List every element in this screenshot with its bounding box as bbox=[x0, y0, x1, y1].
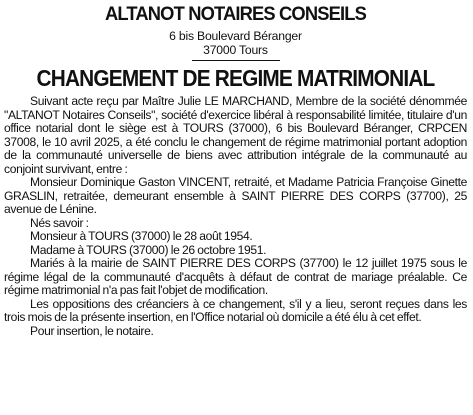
notice-paragraph-oppositions: Les oppositions des créanciers à ce changement, s'il y a lieu, seront reçues dans les trois mois de la présente insertion, en l'Office notarial où domicile a été élu à cet effet. bbox=[4, 296, 467, 324]
notice-title: CHANGEMENT DE REGIME MATRIMONIAL bbox=[36, 65, 435, 91]
firm-address-city: 37000 Tours bbox=[203, 43, 268, 57]
notice-paragraph-wife-birth: Madame à TOURS (37000) le 26 octobre 1951. bbox=[30, 242, 267, 257]
notary-firm-name: ALTANOT NOTAIRES CONSEILS bbox=[105, 3, 366, 25]
notice-paragraph-born: Nés savoir : bbox=[30, 215, 89, 230]
notice-paragraph-husband-birth: Monsieur à TOURS (37000) le 28 août 1954. bbox=[30, 229, 253, 243]
notice-paragraph-spouses: Monsieur Dominique Gaston VINCENT, retraité, et Madame Patricia Françoise Ginette GRASLIN, retraitée, demeurant ensemble à SAINT PIERRE DES CORPS (37700), 25 avenue de Lénine. bbox=[4, 175, 467, 216]
notice-paragraph-signature: Pour insertion, le notaire. bbox=[30, 323, 154, 338]
notice-paragraph-deed: Suivant acte reçu par Maître Julie LE MARCHAND, Membre de la société dénommée "ALTANOT Notaires Conseils", société d'exercice libéral à responsabilité limitée, titulaire d'un office notarial dont le siège est à TOURS (37000), 6 bis Boulevard Béranger, CRPCEN 37008, le 10 avril 2025, a été conclu le changement de régime matrimonial portant adoption de la communauté universelle de biens avec attribution intégrale de la communauté au conjoint survivant, entre : bbox=[4, 94, 467, 176]
notice-paragraph-marriage: Mariés à la mairie de SAINT PIERRE DES CORPS (37700) le 12 juillet 1975 sous le régime légal de la communauté d'acquêts à défaut de contrat de mariage préalable. Ce régime matrimonial n'a pas fait l'objet de modification. bbox=[4, 256, 467, 297]
firm-address-street: 6 bis Boulevard Béranger bbox=[169, 29, 302, 43]
notice-body bbox=[4, 95, 467, 338]
header-divider bbox=[192, 60, 280, 61]
